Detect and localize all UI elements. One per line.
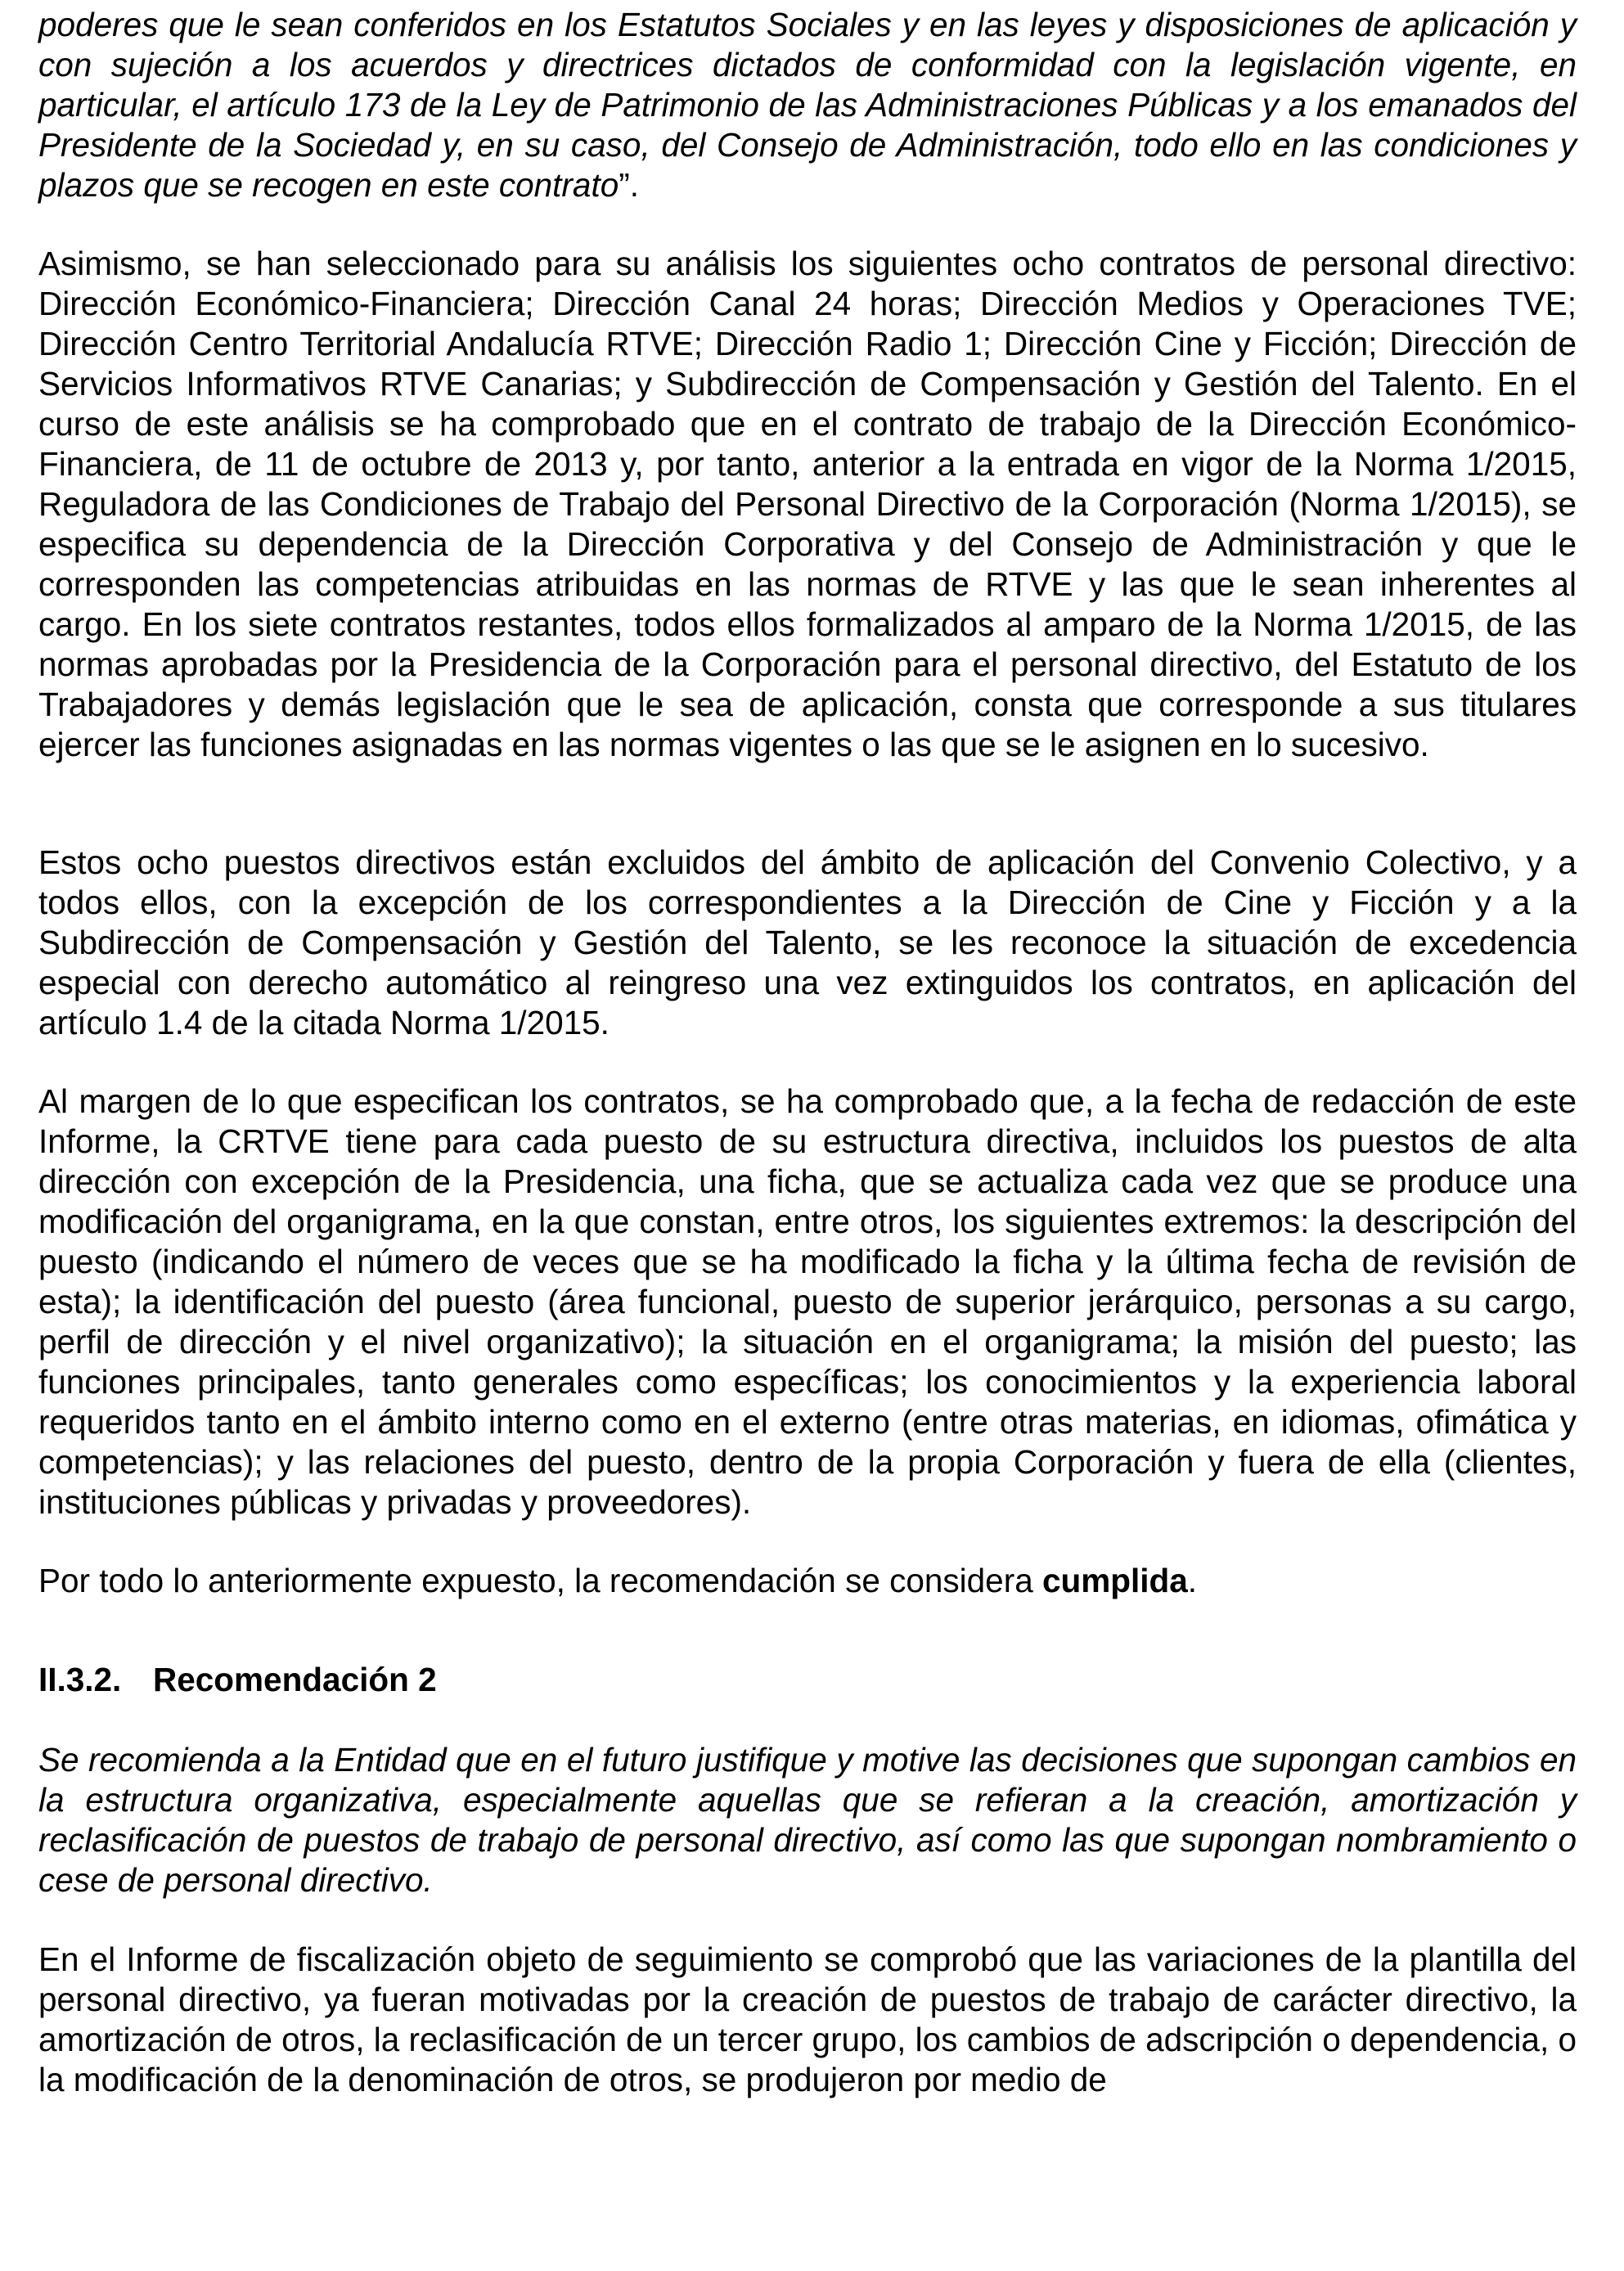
paragraph-position-files: Al margen de lo que especifican los contratos, se ha comprobado que, a la fecha de redacción de este Informe, la CRTVE tiene para cada puesto de su estructura directiva, incluidos los puestos de alta dirección con excepción de la Presidencia, una ficha, que se actualiza cada vez que se produce una modificación del organigrama, en la que constan, entre otros, los siguientes extremos: la descripción del puesto (indicando el número de veces que se ha modificado la ficha y la última fecha de revisión de esta); la identificación del puesto (área funcional, puesto de superior jerárquico, personas a su cargo, perfil de dirección y el nivel organizativo); la situación en el organigrama; la misión del puesto; las funciones principales, tanto generales como específicas; los conocimientos y la experiencia laboral requeridos tanto en el ámbito interno como en el externo (entre otras materias, en idiomas, ofimática y competencias); y las relaciones del puesto, dentro de la propia Corporación y fuera de ella (clientes, instituciones públicas y privadas y proveedores). <box>38 1082 1577 1521</box>
conclusion-tail: . <box>1187 1562 1198 1599</box>
section-number: II.3.2. <box>38 1661 122 1698</box>
paragraph-audit-findings: En el Informe de fiscalización objeto de seguimiento se comprobó que las variaciones de la plantilla del personal directivo, ya fueran motivadas por la creación de puestos de trabajo de carácter directivo, la amortización de otros, la reclasificación de un tercer grupo, los cambios de adscripción o dependencia, o la modificación de la denominación de otros, se produjeron por medio de <box>38 1940 1577 2098</box>
section-heading <box>38 1660 437 1700</box>
quote-closing: ”. <box>619 166 639 204</box>
quoted-clause-text: poderes que le sean conferidos en los Estatutos Sociales y en las leyes y disposiciones de aplicación y con sujeción a los acuerdos y directrices dictados de conformidad con la legislación vigente, en particular, el artículo 173 de la Ley de Patrimonio de las Administraciones Públicas y a los emanados del Presidente de la Sociedad y, en su caso, del Consejo de Administración, todo ello en las condiciones y plazos que se recogen en este contrato <box>38 6 1577 204</box>
paragraph-contracts-analysis: Asimismo, se han seleccionado para su análisis los siguientes ocho contratos de personal directivo: Dirección Económico-Financiera; Dirección Canal 24 horas; Dirección Medios y Operaciones TVE; Dirección Centro Territorial Andalucía RTVE; Dirección Radio 1; Dirección Cine y Ficción; Dirección de Servicios Informativos RTVE Canarias; y Subdirección de Compensación y Gestión del Talento. En el curso de este análisis se ha comprobado que en el contrato de trabajo de la Dirección Económico-Financiera, de 11 de octubre de 2013 y, por tanto, anterior a la entrada en vigor de la Norma 1/2015, Reguladora de las Condiciones de Trabajo del Personal Directivo de la Corporación (Norma 1/2015), se especifica su dependencia de la Dirección Corporativa y del Consejo de Administración y que le corresponden las competencias atribuidas en las normas de RTVE y las que le sean inherentes al cargo. En los siete contratos restantes, todos ellos formalizados al amparo de la Norma 1/2015, de las normas aprobadas por la Presidencia de la Corporación para el personal directivo, del Estatuto de los Trabajadores y demás legislación que le sea de aplicación, consta que corresponde a sus titulares ejercer las funciones asignadas en las normas vigentes o las que se le asignen en lo sucesivo. <box>38 245 1577 763</box>
paragraph-conclusion <box>38 1561 1577 1601</box>
paragraph-recommendation-text: Se recomienda a la Entidad que en el futuro justifique y motive las decisiones que supongan cambios en la estructura organizativa, especialmente aquellas que se refieran a la creación, amortización y reclasificación de puestos de trabajo de personal directivo, así como las que supongan nombramiento o cese de personal directivo. <box>38 1741 1577 1899</box>
conclusion-status: cumplida <box>1041 1562 1188 1599</box>
paragraph-quoted-contract-clause <box>38 5 1577 205</box>
paragraph-excluded-positions: Estos ocho puestos directivos están excluidos del ámbito de aplicación del Convenio Colectivo, y a todos ellos, con la excepción de los correspondientes a la Dirección de Cine y Ficción y a la Subdirección de Compensación y Gestión del Talento, se les reconoce la situación de excedencia especial con derecho automático al reingreso una vez extinguidos los contratos, en aplicación del artículo 1.4 de la citada Norma 1/2015. <box>38 843 1577 1041</box>
conclusion-lead: Por todo lo anteriormente expuesto, la recomendación se considera <box>38 1562 1042 1599</box>
section-title: Recomendación 2 <box>153 1661 437 1698</box>
